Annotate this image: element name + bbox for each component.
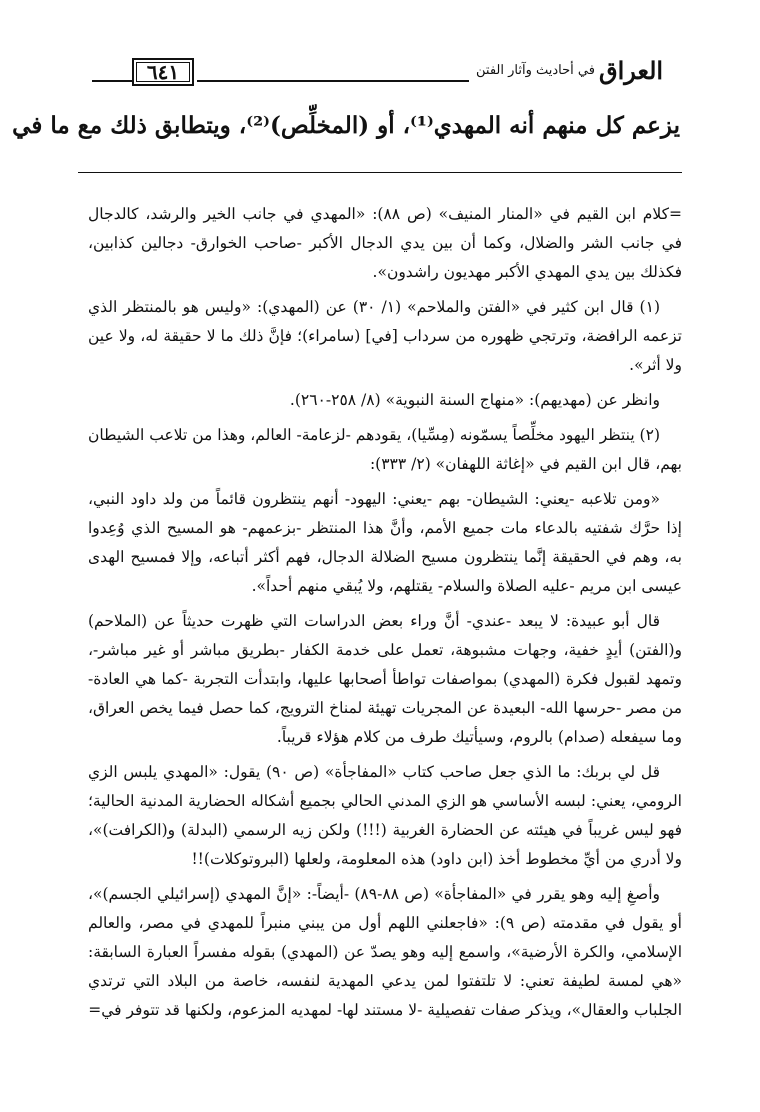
footnote-separator [78,172,682,173]
footnote-2-quote: «ومن تلاعبه -يعني: الشيطان- بهم -يعني: اليهود- أنهم ينتظرون قائماً من ولد داود النبي، إذا حرَّك شفتيه بالدعاء مات جميع الأمم، وأنَّ هذا المنتظر -بزعمهم- هو المسيح الذي وُعِدوا به، وهم في الحقيقة إنَّما ينتظرون مسيح الضلالة الدجال، فهم أكثر أتباعه، وإلا فمسيح الهدى عيسى ابن مريم -عليه الصلاة والسلام- يقتلهم، ولا يُبقي منهم أحداً». [88,490,682,595]
footnote-2-commentary: قال أبو عبيدة: لا يبعد -عندي- أنَّ وراء بعض الدراسات التي ظهرت حديثاً عن (الملاحم) و(الفتن) أيدٍ خفية، وجهات مشبوهة، تعمل على خدمة الكفار -بطريق مباشر أو غير مباشر-، وتمهد لقبول فكرة (المهدي) بمواصفات تواطأ أصحابها عليها، وابتدأت التجربة -كما هي العادة- من مصر -حرسها الله- البعيدة عن المجريات تهيئة لمناخ الترويج، كما حصل فيما يخص العراق، وما سيفعله (صدام) بالروم، وسيأتيك طرف من كلام هؤلاء قريباً. [88,612,682,746]
footnote-1-reference: وانظر عن (مهديهم): «منهاج السنة النبوية» (٨/ ٢٥٨-٢٦٠). [289,391,660,409]
header-rule-middle [197,80,469,82]
page-number: ٦٤١ [132,58,194,86]
footnote-2: (٢) ينتظر اليهود مخلِّصاً يسمّونه (مِسِّيا)، يقودهم -لزعامة- العالم، وهذا من تلاعب الشيطان بهم، قال ابن القيم في «إغاثة اللهفان» (٢/ ٣٣٣): [88,426,682,473]
footnotes [88,200,682,1031]
page-header [92,52,686,92]
book-title [476,54,686,86]
footnote-continuation: =كلام ابن القيم في «المنار المنيف» (ص ٨٨): «المهدي في جانب الخير والرشد، كالدجال في جانب الشر والضلال، وكما أن بين يدي الدجال الأكبر -صاحب الخوارق- دجالين كذابين، فكذلك بين يدي المهدي الأكبر مهديون راشدون». [88,205,682,281]
footnote-1: (١) قال ابن كثير في «الفتن والملاحم» (١/ ٣٠) عن (المهدي): «وليس هو بالمنتظر الذي تزعمه الرافضة، وترتجي ظهوره من سرداب [في] (سامراء)؛ فإنَّ ذلك ما لا حقيقة له، ولا عين ولا أثر». [88,298,682,374]
header-rule-left [92,80,132,82]
book-title-main: العراق [598,55,664,85]
footnote-2-commentary-3: وأصغِ إليه وهو يقرر في «المفاجأة» (ص ٨٨-٨٩) -أيضاً-: «إنَّ المهدي (إسرائيلي الجسم)»، أو يقول في مقدمته (ص ٩): «فاجعلني اللهم أول من يبني منبراً للمهدي في مصر، والعالم الإسلامي، والكرة الأرضية»، واسمع إليه وهو يصدّ عن (المهدي) بقوله مفسراً العبارة السابقة: «هي لمسة لطيفة تعني: لا تلتفتوا لمن يدعي المهدية لنفسه، خاصة من البلاد التي ترتدي الجلباب والعقال»، ويذكر صفات تفصيلية -لا مستند لها- لمهديه المزعوم، ولكنها قد تتوفر في= [88,885,682,1019]
footnote-2-commentary-2: قل لي بربك: ما الذي جعل صاحب كتاب «المفاجأة» (ص ٩٠) يقول: «المهدي يلبس الزي الرومي، يعني: لبسه الأساسي هو الزي المدني الحالي بجميع أشكاله الحضارية المدنية الحالية؛ فهو ليس غريباً في هيئته عن الحضارة الغربية (!!!) ولكن زيه الرسمي (البدلة) و(الكرافت)»، ولا أدري من أيِّ مخطوط أخذ (ابن داود) هذه المعلومة، ولعلها (البروتوكلات)!! [88,763,682,868]
main-body-text: يزعم كل منهم أنه المهدي⁽¹⁾، أو (المخلِّص)⁽²⁾، ويتطابق ذلك مع ما في [12,112,680,139]
book-title-sub: في أحاديث وآثار الفتن [476,62,595,78]
